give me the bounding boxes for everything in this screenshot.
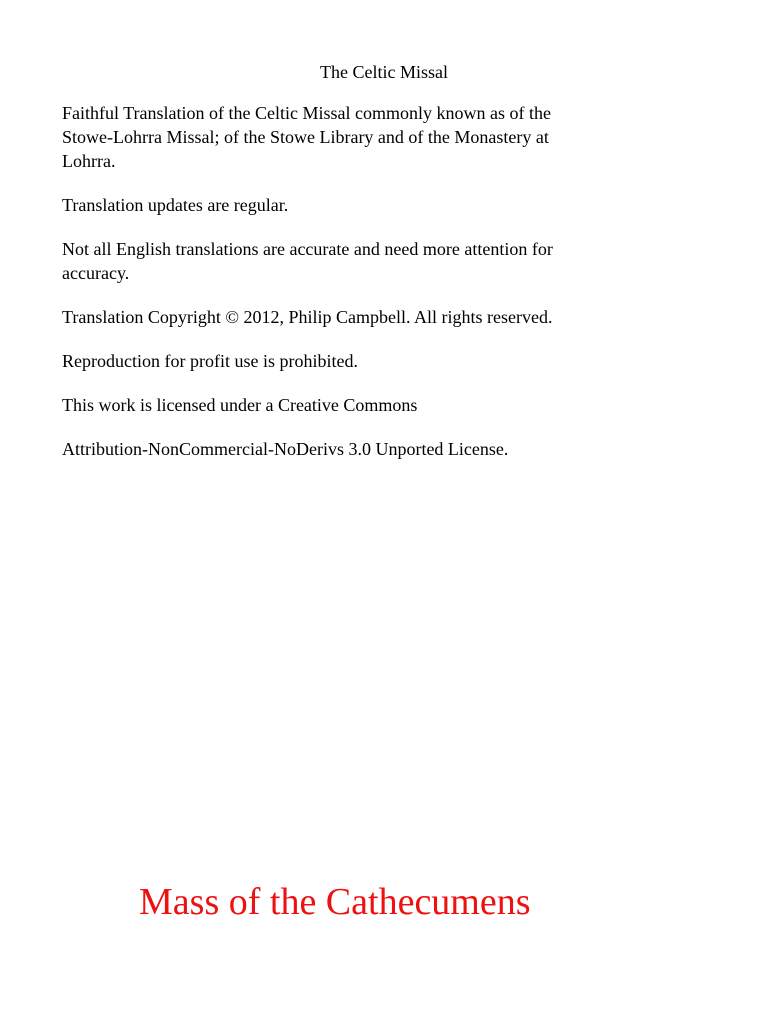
- license-line-2: Attribution-NonCommercial-NoDerivs 3.0 Unported License.: [62, 439, 509, 459]
- intro-paragraph: Faithful Translation of the Celtic Missal commonly known as of the Stowe-Lohrra Missal; of the Stowe Library and of the Monastery at Lohrra.: [62, 103, 551, 171]
- updates-notice: Translation updates are regular.: [62, 195, 289, 215]
- document-title: The Celtic Missal: [320, 62, 448, 82]
- license-line-1: This work is licensed under a Creative Commons: [62, 395, 418, 415]
- copyright-notice: Translation Copyright © 2012, Philip Campbell. All rights reserved.: [62, 307, 553, 327]
- accuracy-notice: Not all English translations are accurate and need more attention for accuracy.: [62, 239, 553, 283]
- section-heading: Mass of the Cathecumens: [139, 881, 531, 923]
- reproduction-notice: Reproduction for profit use is prohibited.: [62, 351, 358, 371]
- document-body: [62, 101, 702, 481]
